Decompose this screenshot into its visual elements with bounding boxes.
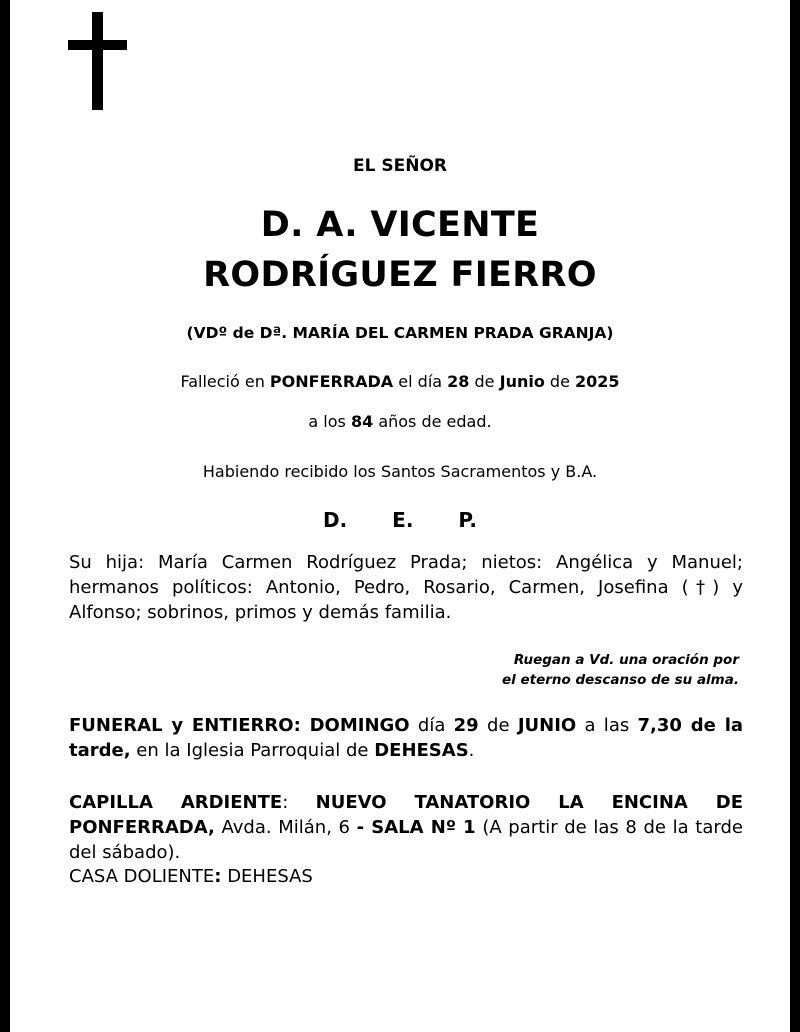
name-line-1: D. A. VICENTE	[260, 205, 540, 245]
death-day-word: el día	[398, 372, 443, 391]
capilla-label: CAPILLA ARDIENTE	[69, 792, 283, 813]
casa-label: CASA DOLIENTE	[69, 866, 215, 887]
cross-icon	[68, 12, 128, 112]
funeral-dia: día	[417, 715, 446, 736]
death-place: PONFERRADA	[269, 372, 394, 391]
funeral-de: de	[487, 715, 510, 736]
funeral-label: FUNERAL y ENTIERRO: DOMINGO	[69, 715, 410, 736]
death-month: Junio	[499, 372, 545, 391]
obituary-page	[10, 0, 790, 1032]
death-year: 2025	[575, 372, 620, 391]
funeral-month: JUNIO	[517, 715, 577, 736]
dep-letter-e: E.	[392, 508, 414, 532]
funeral-end: .	[468, 740, 475, 761]
dep-letter-p: P.	[458, 508, 477, 532]
deceased-name	[10, 200, 790, 300]
age-prefix: a los	[308, 412, 346, 431]
capilla-address: Avda. Milán, 6	[221, 817, 350, 838]
death-day: 28	[447, 372, 470, 391]
funeral-time: 7,30 de la tarde,	[69, 715, 744, 761]
prayer-text	[502, 650, 739, 690]
capilla-paragraph	[69, 790, 743, 865]
age-line	[10, 412, 790, 431]
funeral-a-las: a las	[584, 715, 630, 736]
casa-doliente-line	[69, 864, 743, 889]
prayer-line-2: el eterno descanso de su alma.	[502, 672, 739, 688]
dep-line	[10, 508, 790, 532]
capilla-colon: :	[282, 792, 289, 813]
name-line-2: RODRÍGUEZ FIERRO	[203, 255, 597, 295]
sacraments-line: Habiendo recibido los Santos Sacramentos y B.A.	[202, 462, 598, 481]
age-suffix: años de edad.	[378, 412, 492, 431]
capilla-note: (A partir de las 8 de la tarde del sábado).	[69, 817, 743, 863]
death-prefix: Falleció en	[180, 372, 265, 391]
dep-letter-d: D.	[323, 508, 348, 532]
prayer-line-1: Ruegan a Vd. una oración por	[513, 652, 739, 668]
death-de-2: de	[549, 372, 570, 391]
death-de-1: de	[474, 372, 495, 391]
capilla-place: NUEVO TANATORIO LA ENCINA DE PONFERRADA,	[69, 792, 743, 838]
spouse-line: (VDº de Dª. MARÍA DEL CARMEN PRADA GRANJA)	[186, 324, 614, 342]
funeral-rest: en la Iglesia Parroquial de	[136, 740, 369, 761]
intro-heading: EL SEÑOR	[353, 156, 447, 176]
funeral-day: 29	[453, 715, 479, 736]
capilla-sala: - SALA Nº 1	[356, 817, 476, 838]
casa-value: DEHESAS	[227, 866, 313, 887]
age-years: 84	[350, 412, 374, 431]
casa-colon: :	[214, 866, 222, 887]
death-line	[10, 372, 790, 391]
funeral-paragraph	[69, 713, 743, 763]
funeral-church: DEHESAS	[374, 740, 469, 761]
family-paragraph: Su hija: María Carmen Rodríguez Prada; nietos: Angélica y Manuel; hermanos políticos: Antonio, Pedro, Rosario, Carmen, Josefina (†) y Alfonso; sobrinos, primos y demás familia.	[69, 552, 743, 623]
